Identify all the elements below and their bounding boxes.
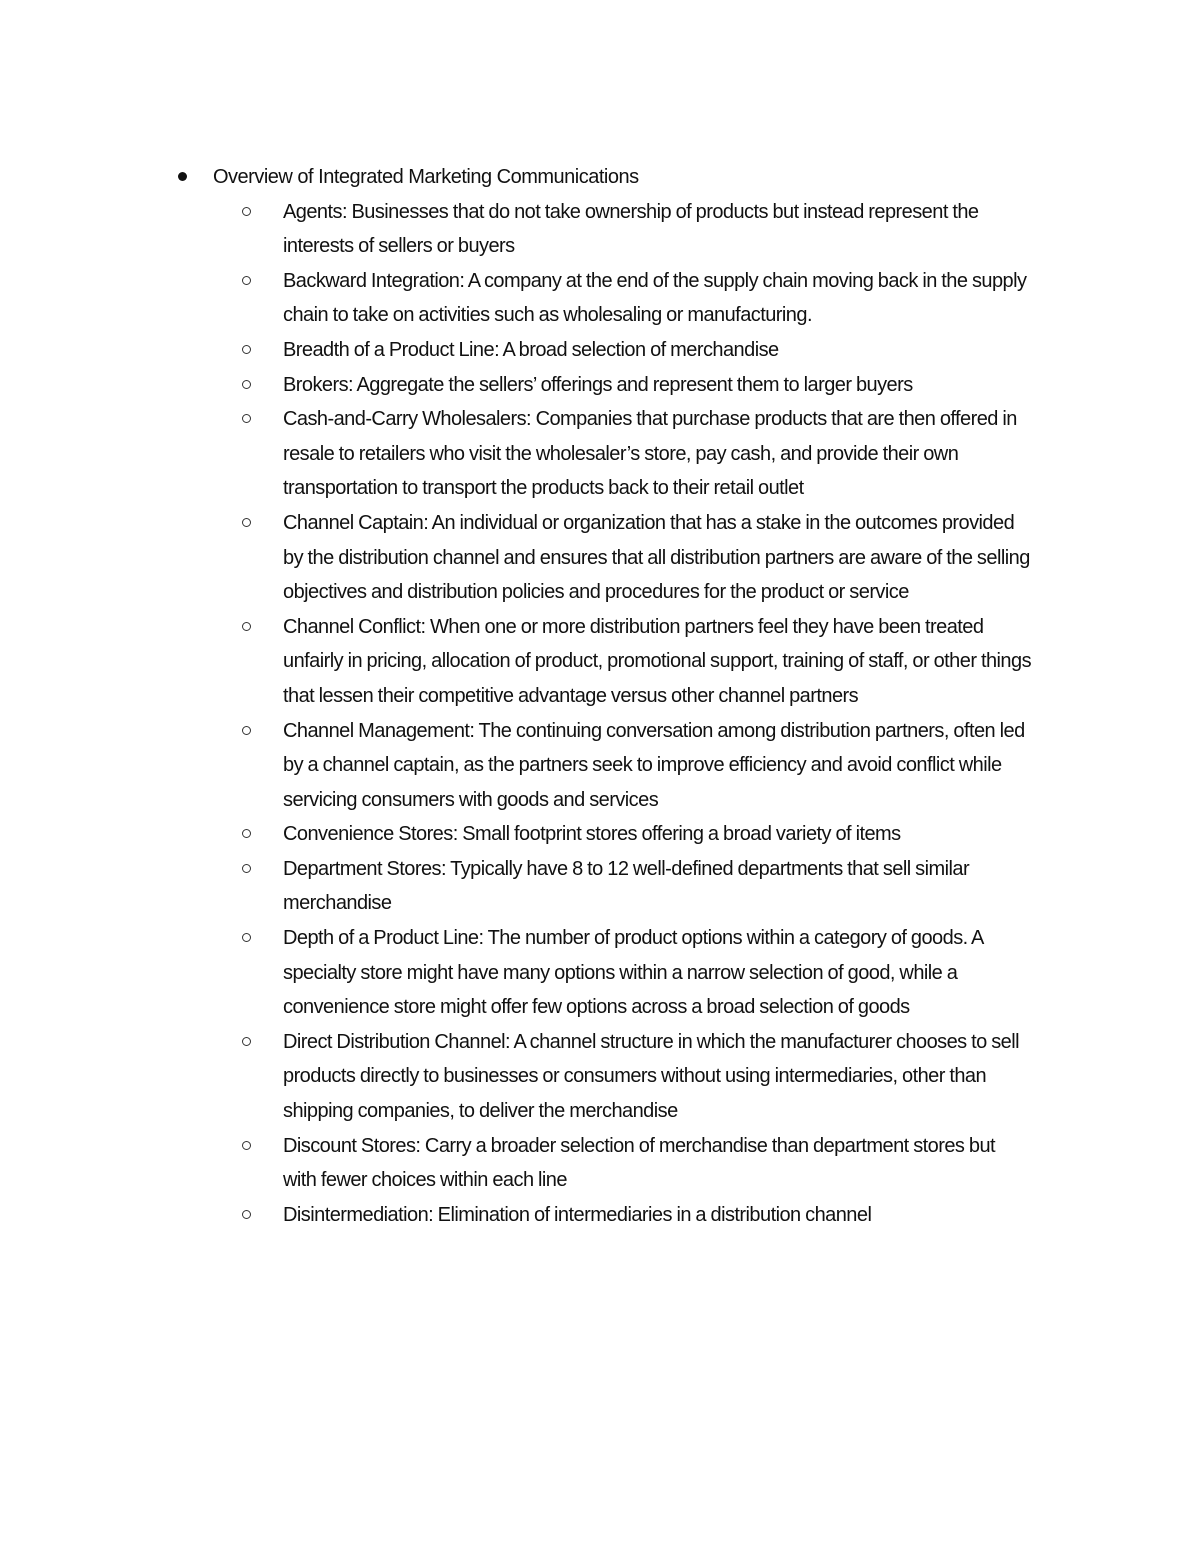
hollow-bullet-icon xyxy=(242,207,251,216)
term-item xyxy=(242,714,1032,818)
term-text: Channel Conflict: When one or more distribution partners feel they have been treated unfairly in pricing, allocation of product, promotional support, training of staff, or other things that lessen their competitive advantage versus other channel partners xyxy=(283,615,1032,707)
term-item xyxy=(242,610,1032,714)
term-text: Channel Management: The continuing conversation among distribution partners, often led by a channel captain, as the partners seek to improve efficiency and avoid conflict while servicing consumers with goods and services xyxy=(283,719,1025,811)
hollow-bullet-icon xyxy=(242,1037,251,1046)
hollow-bullet-icon xyxy=(242,1210,251,1219)
term-text: Brokers: Aggregate the sellers’ offerings and represent them to larger buyers xyxy=(283,373,913,396)
term-text: Discount Stores: Carry a broader selection of merchandise than department stores but with fewer choices within each line xyxy=(283,1134,996,1192)
term-item xyxy=(242,402,1032,506)
term-item xyxy=(242,852,1032,921)
term-text: Agents: Businesses that do not take ownership of products but instead represent the interests of sellers or buyers xyxy=(283,200,979,258)
term-item xyxy=(242,817,1032,852)
hollow-bullet-icon xyxy=(242,726,251,735)
term-text: Channel Captain: An individual or organization that has a stake in the outcomes provided by the distribution channel and ensures that all distribution partners are aware of the selling objectives and distribution policies and procedures for the product or service xyxy=(283,511,1030,604)
term-item xyxy=(242,921,1032,1025)
term-item xyxy=(242,1129,1032,1198)
hollow-bullet-icon xyxy=(242,518,251,527)
term-text: Depth of a Product Line: The number of product options within a category of goods. A specialty store might have many options within a narrow selection of good, while a convenience store might offer few options across a broad selection of goods xyxy=(283,927,983,1019)
term-text: Convenience Stores: Small footprint stores offering a broad variety of items xyxy=(283,823,901,846)
term-item xyxy=(242,368,1032,403)
filled-bullet-icon xyxy=(178,172,187,181)
hollow-bullet-icon xyxy=(242,276,251,285)
term-item xyxy=(242,1025,1032,1129)
hollow-bullet-icon xyxy=(242,829,251,838)
hollow-bullet-icon xyxy=(242,345,251,354)
term-item xyxy=(242,506,1032,610)
outline-heading: Overview of Integrated Marketing Communications xyxy=(213,166,639,188)
term-item xyxy=(242,1198,1032,1233)
term-item xyxy=(242,195,1032,264)
term-item xyxy=(242,264,1032,333)
hollow-bullet-icon xyxy=(242,622,251,631)
hollow-bullet-icon xyxy=(242,414,251,423)
outline-list xyxy=(172,160,1072,1232)
term-text: Breadth of a Product Line: A broad selection of merchandise xyxy=(283,338,779,361)
hollow-bullet-icon xyxy=(242,380,251,389)
hollow-bullet-icon xyxy=(242,864,251,873)
outline-heading-item xyxy=(172,160,1072,1232)
term-text: Disintermediation: Elimination of intermediaries in a distribution channel xyxy=(283,1203,872,1226)
term-text: Direct Distribution Channel: A channel structure in which the manufacturer chooses to sell products directly to businesses or consumers without using intermediaries, other than shipping companies, to deliver the merchandise xyxy=(283,1030,1020,1123)
hollow-bullet-icon xyxy=(242,933,251,942)
term-text: Cash-and-Carry Wholesalers: Companies that purchase products that are then offered in resale to retailers who visit the wholesaler’s store, pay cash, and provide their own transportation to transport the products back to their retail outlet xyxy=(283,408,1017,500)
hollow-bullet-icon xyxy=(242,1141,251,1150)
term-list xyxy=(242,195,1032,1233)
term-item xyxy=(242,333,1032,368)
term-text: Department Stores: Typically have 8 to 12 well-defined departments that sell similar merchandise xyxy=(283,857,970,915)
term-text: Backward Integration: A company at the end of the supply chain moving back in the supply chain to take on activities such as wholesaling or manufacturing. xyxy=(283,269,1027,327)
